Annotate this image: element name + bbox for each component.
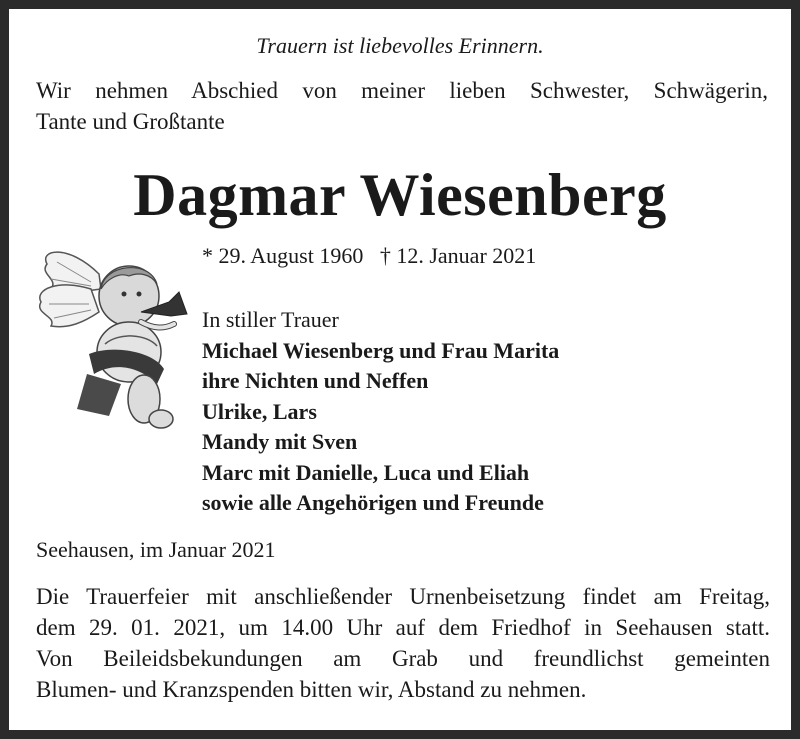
funeral-details-line: Die Trauerfeier mit anschließender Urnenbeisetzung findet am Freitag,: [36, 584, 770, 609]
angel-illustration: [29, 234, 199, 439]
mourner-line: Ulrike, Lars: [202, 398, 317, 424]
funeral-details-line: dem 29. 01. 2021, um 14.00 Uhr auf dem Friedhof in Seehausen statt.: [36, 615, 770, 640]
mourner-line: Michael Wiesenberg und Frau Marita: [202, 337, 560, 363]
mourners-heading: In stiller Trauer: [202, 307, 339, 332]
mourners-block: [202, 305, 559, 519]
intro-text: [36, 75, 768, 137]
funeral-details-line: Blumen- und Kranzspenden bitten wir, Abstand zu nehmen.: [36, 677, 587, 702]
funeral-details: [36, 581, 770, 705]
motto: Trauern ist liebevolles Erinnern.: [256, 33, 544, 58]
obituary-notice: [9, 9, 791, 730]
mourner-line: Mandy mit Sven: [202, 429, 358, 454]
funeral-details-line: Von Beileidsbekundungen am Grab und freundlichst gemeinten: [36, 646, 770, 671]
deceased-name: Dagmar Wiesenberg: [133, 162, 667, 228]
place-date: Seehausen, im Januar 2021: [36, 537, 276, 562]
mourner-line: ihre Nichten und Neffen: [202, 368, 429, 393]
life-dates: [202, 243, 536, 269]
mourner-line: sowie alle Angehörigen und Freunde: [202, 490, 544, 515]
birth-date: * 29. August 1960: [202, 243, 364, 268]
death-date: † 12. Januar 2021: [379, 243, 537, 268]
intro-line-1: Wir nehmen Abschied von meiner lieben Schwester, Schwägerin,: [36, 78, 768, 103]
mourner-line: Marc mit Danielle, Luca und Eliah: [202, 459, 530, 485]
intro-line-2: Tante und Großtante: [36, 109, 225, 134]
